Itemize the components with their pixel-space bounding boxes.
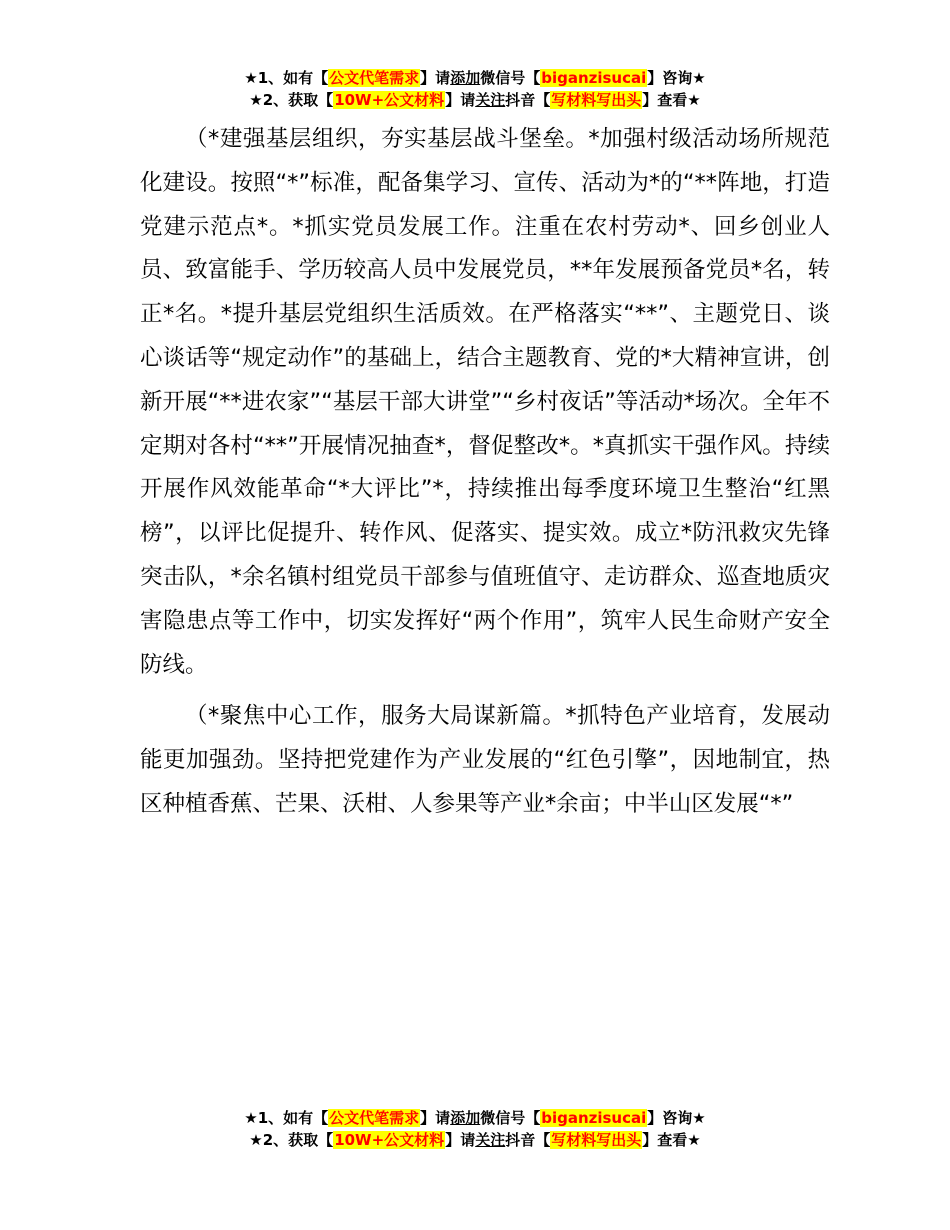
highlight-materials: 10W+公文材料 <box>334 1131 445 1149</box>
header-line-1: ★1、如有【公文代笔需求】请添加微信号【biganzisucai】咨询★ <box>244 69 706 87</box>
paragraph-2: （*聚焦中心工作，服务大局谋新篇。*抓特色产业培育，发展动能更加强劲。坚持把党建作为产业发展的“红色引擎”，因地制宜，热区种植香蕉、芒果、沃柑、人参果等产业*余亩；中半山区发展“*” <box>140 703 830 817</box>
highlight-wechat-id: biganzisucai <box>541 1109 647 1127</box>
footer-line-1: ★1、如有【公文代笔需求】请添加微信号【biganzisucai】咨询★ <box>244 1109 706 1127</box>
highlight-materials: 10W+公文材料 <box>334 91 445 109</box>
document-body <box>140 118 830 835</box>
paragraph-1: （*建强基层组织，夯实基层战斗堡垒。*加强村级活动场所规范化建设。按照“*”标准，配备集学习、宣传、活动为*的“**阵地，打造党建示范点*。*抓实党员发展工作。注重在农村劳动*、回乡创业人员、致富能手、学历较高人员中发展党员，**年发展预备党员*名，转正*名。*提升基层党组织生活质效。在严格落实“**”、主题党日、谈心谈话等“规定动作”的基础上，结合主题教育、党的*大精神宣讲，创新开展“**进农家”“基层干部大讲堂”“乡村夜话”等活动*场次。全年不定期对各村“**”开展情况抽查*，督促整改*。*真抓实干强作风。持续开展作风效能革命“*大评比”*，持续推出每季度环境卫生整治“红黑榜”，以评比促提升、转作风、促落实、提实效。成立*防汛救灾先锋突击队，*余名镇村组党员干部参与值班值守、走访群众、巡查地质灾害隐患点等工作中，切实发挥好“两个作用”，筑牢人民生命财产安全防线。 <box>140 126 830 678</box>
highlight-service: 公文代笔需求 <box>329 1109 420 1127</box>
footer-banner <box>0 1107 950 1151</box>
highlight-service: 公文代笔需求 <box>329 69 420 87</box>
footer-line-2: ★2、获取【10W+公文材料】请关注抖音【写材料写出头】查看★ <box>249 1131 701 1149</box>
highlight-douyin-account: 写材料写出头 <box>551 1131 642 1149</box>
highlight-douyin-account: 写材料写出头 <box>551 91 642 109</box>
header-line-2: ★2、获取【10W+公文材料】请关注抖音【写材料写出头】查看★ <box>249 91 701 109</box>
header-banner <box>0 67 950 111</box>
highlight-wechat-id: biganzisucai <box>541 69 647 87</box>
